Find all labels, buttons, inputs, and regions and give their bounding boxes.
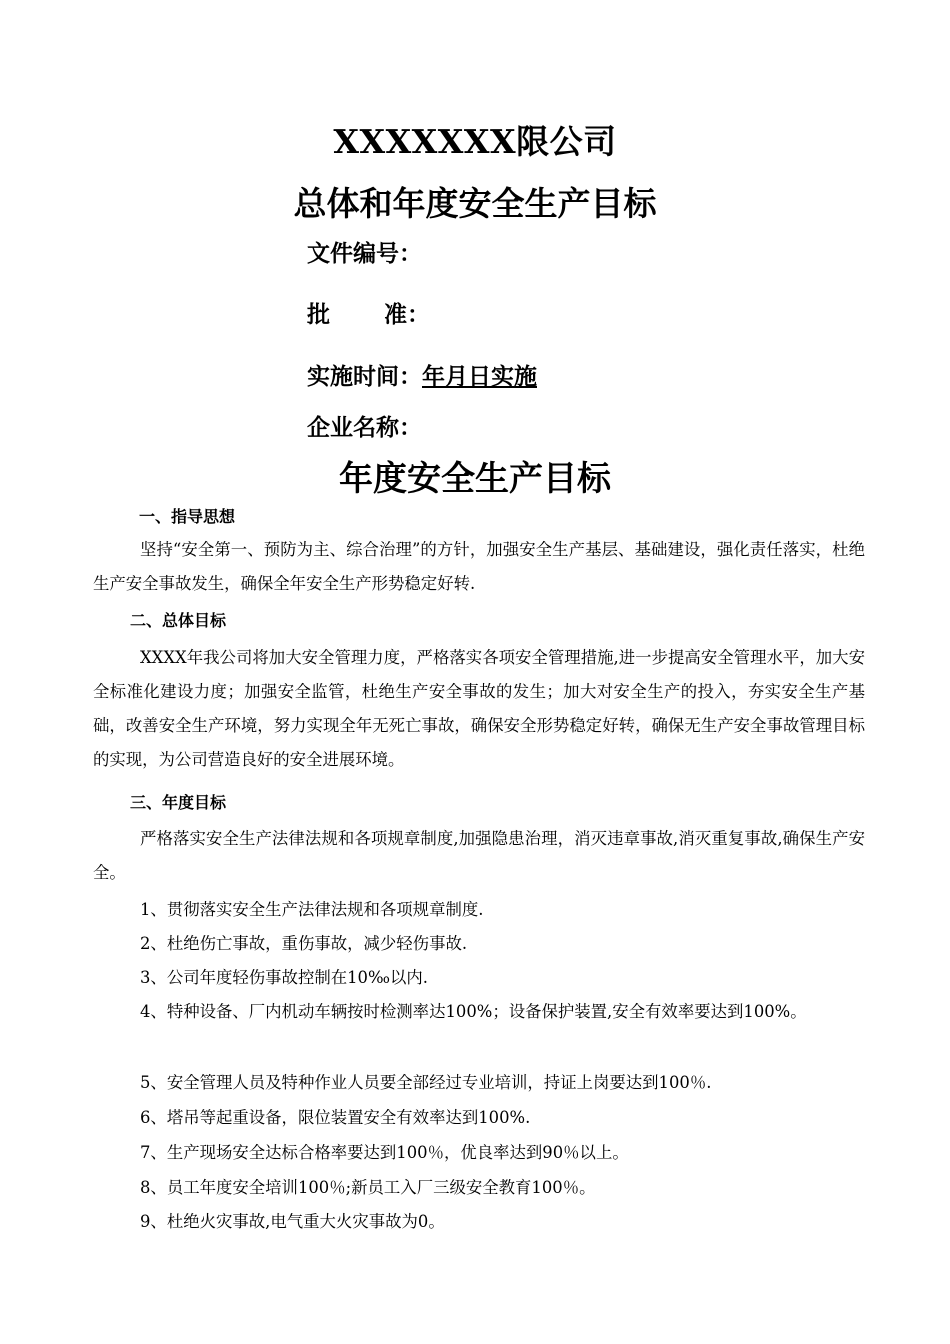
company-name: XXXXXXX限公司	[333, 122, 617, 161]
paragraph-annual-goal: 严格落实安全生产法律法规和各项规章制度,加强隐患治理，消灭违章事故,消灭重复事故,确保生产安全。	[93, 829, 865, 882]
list-item: 8、员工年度安全培训100％;新员工入厂三级安全教育100％。	[140, 1178, 596, 1197]
approve-label-part2: 准：	[384, 302, 430, 328]
implementation-field	[307, 362, 537, 392]
list-item: 9、杜绝火灾事故,电气重大火灾事故为0。	[140, 1212, 445, 1231]
paragraph-overall-goal: XXXX年我公司将加大安全管理力度，严格落实各项安全管理措施,进一步提高安全管理水平，加大安全标准化建设力度；加强安全监管，杜绝生产安全事故的发生；加大对安全生产的投入，夯实安全生产基础，改善安全生产环境，努力实现全年无死亡事故，确保安全形势稳定好转，确保无生产安全事故管理目标的实现，为公司营造良好的安全进展环境。	[93, 648, 865, 769]
document-title: 总体和年度安全生产目标	[293, 184, 657, 223]
list-item: 2、杜绝伤亡事故，重伤事故，减少轻伤事故.	[140, 934, 468, 953]
list-item: 1、贯彻落实安全生产法律法规和各项规章制度.	[140, 900, 484, 919]
heading-annual-goal: 三、年度目标	[130, 793, 227, 812]
implementation-value: 年月日实施	[422, 364, 537, 390]
enterprise-name-label: 企业名称：	[307, 415, 422, 441]
heading-guiding-thought: 一、指导思想	[139, 507, 236, 526]
section-title: 年度安全生产目标	[339, 459, 611, 499]
list-item: 7、生产现场安全达标合格率要达到100％，优良率达到90％以上。	[140, 1143, 629, 1162]
list-item: 6、塔吊等起重设备，限位装置安全有效率达到100%.	[140, 1108, 531, 1127]
approve-field	[307, 300, 430, 330]
paragraph-guiding-thought: 坚持“安全第一、预防为主、综合治理”的方针，加强安全生产基层、基础建设，强化责任落实，杜绝生产安全事故发生，确保全年安全生产形势稳定好转.	[93, 540, 865, 593]
doc-number-label: 文件编号：	[307, 241, 422, 267]
list-item: 3、公司年度轻伤事故控制在10‰以内.	[140, 968, 428, 987]
list-item: 5、安全管理人员及特种作业人员要全部经过专业培训，持证上岗要达到100％.	[140, 1073, 712, 1092]
list-item: 4、特种设备、厂内机动车辆按时检测率达100%；设备保护装置,安全有效率要达到100%。	[140, 1002, 807, 1021]
enterprise-name-field	[307, 413, 422, 443]
heading-overall-goal: 二、总体目标	[130, 611, 227, 630]
implementation-label: 实施时间：	[307, 364, 422, 390]
doc-number-field	[307, 239, 422, 269]
approve-label-part1: 批	[307, 302, 374, 328]
